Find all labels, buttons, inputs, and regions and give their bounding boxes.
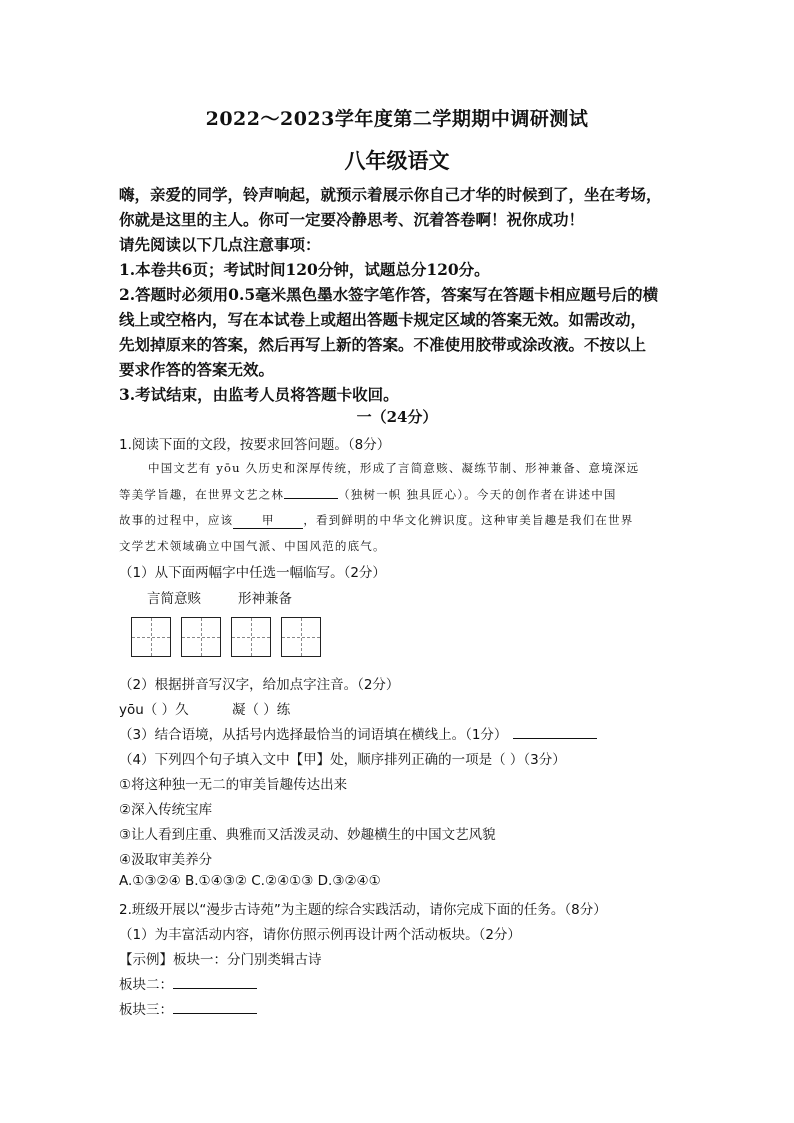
example-block: 【示例】板块一：分门别类辑古诗: [119, 952, 322, 968]
exam-title: 2022～2023学年度第二学期期中调研测试: [205, 108, 589, 130]
question-2-sub-1: （1）为丰富活动内容，请你仿照示例再设计两个活动板块。（2分）: [119, 927, 521, 943]
sub-question-4: （4）下列四个句子填入文中【甲】处，顺序排列正确的一项是（ ）（3分）: [119, 752, 566, 768]
rule-2-line-3: 先划掉原来的答案，然后再写上新的答案。不准使用胶带或涂改液。不按以上: [119, 335, 647, 354]
option-1: ①将这种独一无二的审美旨趣传达出来: [119, 777, 348, 793]
passage-line-2-end: （独树一帜 独具匠心）。今天的创作者在讲述中国: [338, 487, 617, 502]
notice-heading: 请先阅读以下几点注意事项：: [119, 235, 321, 254]
rule-3: 3.考试结束，由监考人员将答题卡收回。: [119, 385, 399, 404]
copy-grid: [131, 617, 321, 657]
word-choice-blank[interactable]: [284, 486, 338, 499]
question-1-stem: 1.阅读下面的文段，按要求回答问题。（8分）: [119, 437, 391, 453]
option-4: ④汲取审美养分: [119, 852, 213, 868]
rule-2-line-1: 2.答题时必须用0.5毫米黑色墨水签字笔作答，答案写在答题卡相应题号后的横: [119, 285, 659, 304]
block-2-label: 板块二：: [119, 977, 173, 993]
question-2-stem: 2.班级开展以“漫步古诗苑”为主题的综合实践活动，请你完成下面的任务。（8分）: [119, 902, 607, 918]
passage-line-2-start: 等美学旨趣，在世界文艺之林: [119, 487, 285, 502]
copy-word-1: 言简意赅: [147, 591, 201, 607]
sub-question-3-text: （3）结合语境，从括号内选择最恰当的词语填在横线上。（1分）: [119, 727, 508, 743]
answer-blank[interactable]: [513, 725, 597, 740]
copy-grid-cell[interactable]: [281, 617, 321, 657]
passage-line-4: 文学艺术领域确立中国气派、中国风范的底气。: [119, 539, 386, 553]
intro-line-2: 你就是这里的主人。你可一定要冷静思考、沉着答卷啊！祝你成功！: [119, 210, 585, 229]
copy-word-2: 形神兼备: [238, 591, 292, 607]
option-3: ③让人看到庄重、典雅而又活泼灵动、妙趣横生的中国文艺风貌: [119, 827, 496, 843]
passage-line-1: 中国文艺有 yōu 久历史和深厚传统，形成了言简意赅、凝练节制、形神兼备、意境深远: [148, 461, 640, 475]
option-2: ②深入传统宝库: [119, 802, 213, 818]
exam-subject: 八年级语文: [344, 148, 450, 173]
blank-jia[interactable]: 甲: [233, 512, 303, 529]
block-2-blank[interactable]: [173, 975, 257, 990]
block-2-row: [119, 973, 257, 993]
passage-line-3-start: 故事的过程中，应该: [119, 513, 234, 527]
intro-line-1: 嗨，亲爱的同学，铃声响起，就预示着展示你自己才华的时候到了，坐在考场，: [119, 185, 662, 204]
pinyin-item-b: 凝（ ）练: [232, 702, 291, 718]
answer-choices: A.①③②④ B.①④③② C.②④①③ D.③②④①: [119, 873, 381, 889]
passage-line-3: [119, 512, 634, 529]
section-heading: 一（24分）: [356, 408, 438, 426]
block-3-row: [119, 998, 257, 1018]
copy-grid-cell[interactable]: [231, 617, 271, 657]
passage-line-2: [119, 486, 617, 503]
sub-question-3: [119, 723, 597, 743]
copy-grid-cell[interactable]: [131, 617, 171, 657]
sub-question-2: （2）根据拼音写汉字，给加点字注音。（2分）: [119, 677, 400, 693]
rule-2-line-2: 线上或空格内，写在本试卷上或超出答题卡规定区域的答案无效。如需改动，: [119, 310, 647, 329]
pinyin-item-a: yōu（ ）久: [119, 702, 189, 718]
rule-1: 1.本卷共6页；考试时间120分钟，试题总分120分。: [119, 260, 490, 279]
copy-grid-cell[interactable]: [181, 617, 221, 657]
rule-2-line-4: 要求作答的答案无效。: [119, 360, 275, 379]
block-3-blank[interactable]: [173, 1000, 257, 1015]
block-3-label: 板块三：: [119, 1002, 173, 1018]
sub-question-1: （1）从下面两幅字中任选一幅临写。（2分）: [119, 565, 386, 581]
passage-line-3-end: ，看到鲜明的中华文化辨识度。这种审美旨趣是我们在世界: [303, 513, 634, 527]
